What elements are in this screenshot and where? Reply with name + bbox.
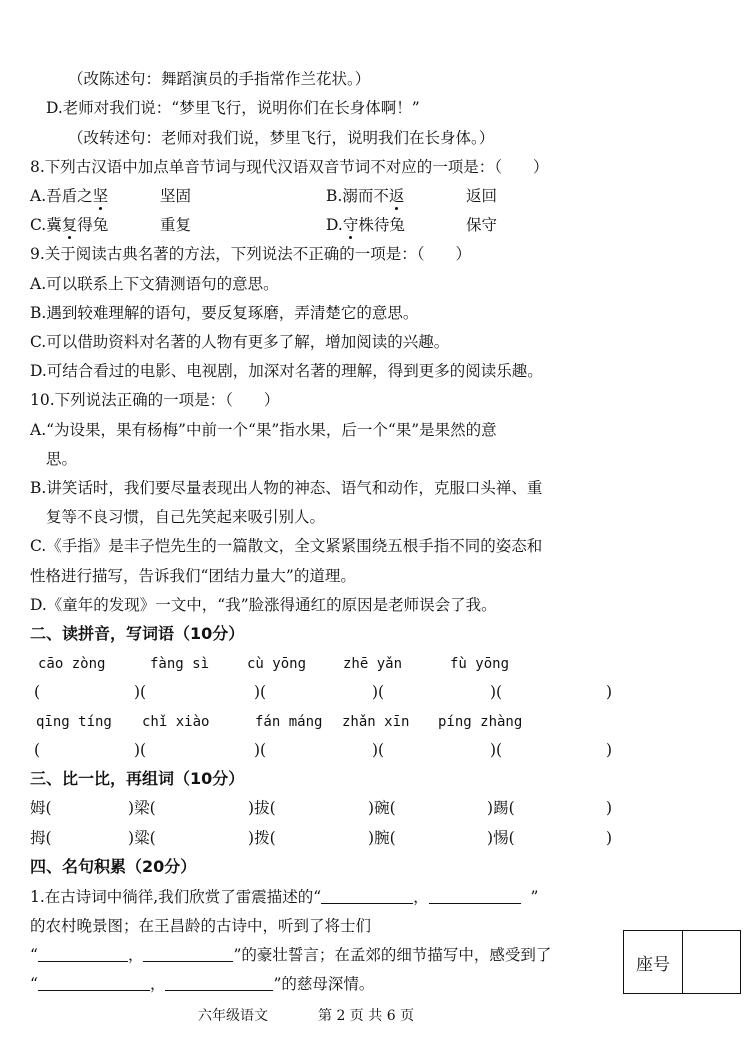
- pinyin-5: fù yōng: [450, 656, 510, 672]
- pinyin-4: zhē yǎn: [343, 656, 403, 672]
- answer-paren-row2-b: )(: [254, 741, 267, 759]
- q9-option-c: C.可以借助资料对名著的人物有更多了解，增加阅读的兴趣。: [30, 333, 450, 351]
- q10-option-d: D.《童年的发现》一文中，“我”脸涨得通红的原因是老师误会了我。: [30, 596, 497, 614]
- q7-d-rewrite: （改转述句：老师对我们说，梦里飞行，说明我们在长身体。）: [68, 129, 495, 147]
- char-row2-close: ): [606, 829, 613, 847]
- q10-option-b-line1: B.讲笑话时，我们要尽量表现出人物的神态、语气和动作，克服口头禅、重: [30, 479, 543, 497]
- char-row1-1: 姆(: [30, 799, 52, 817]
- q8-option-c-word: 重复: [160, 216, 192, 234]
- q8-option-c: C.冀复得兔: [30, 216, 109, 234]
- char-row1-2: )梁(: [128, 799, 156, 817]
- char-row2-3: )拨(: [248, 829, 276, 847]
- q7-c-rewrite: （改陈述句：舞蹈演员的手指常作兰花状。）: [68, 70, 371, 88]
- char-row2-2: )粱(: [128, 829, 156, 847]
- seat-number-box: [623, 930, 741, 994]
- q7-d-option: D.老师对我们说：“梦里飞行，说明你们在长身体啊！”: [46, 99, 420, 117]
- char-row2-1: 拇(: [30, 829, 52, 847]
- section2-title: 二、读拼音，写词语（10分）: [30, 624, 245, 643]
- q9-option-b: B.遇到较难理解的语句，要反复琢磨，弄清楚它的意思。: [30, 304, 419, 322]
- q9-option-d: D.可结合看过的电影、电视剧，加深对名著的理解，得到更多的阅读乐趣。: [30, 362, 543, 380]
- pinyin-2: fàng sì: [150, 656, 210, 672]
- answer-paren-row2-open-1: (: [34, 741, 41, 759]
- q10-option-b-line2: 复等不良习惯，自己先笑起来吸引别人。: [46, 508, 326, 526]
- footer-page-number: 第 2 页 共 6 页: [318, 1008, 415, 1024]
- char-row1-3: )拔(: [248, 799, 276, 817]
- pinyin-9: zhǎn xīn: [342, 714, 410, 730]
- answer-paren-row1-c: )(: [372, 683, 385, 701]
- q10-option-c-line2: 性格进行描写，告诉我们“团结力量大”的道理。: [30, 567, 356, 585]
- q8-option-a: A.吾盾之坚: [30, 187, 109, 205]
- s4-line3: “ ， ”的豪壮誓言；在孟郊的细节描写中，感受到了: [30, 946, 552, 964]
- section3-title: 三、比一比，再组词（10分）: [30, 769, 245, 788]
- seat-box-divider: [682, 931, 683, 993]
- pinyin-3: cù yōng: [247, 656, 307, 672]
- answer-paren-row1-b: )(: [254, 683, 267, 701]
- q9-option-a: A.可以联系上下文猜测语句的意思。: [30, 275, 279, 293]
- q8-option-d-word: 保守: [466, 216, 498, 234]
- char-row2-4: )腕(: [368, 829, 396, 847]
- answer-paren-row1-open-1: (: [34, 683, 41, 701]
- char-row1-5: )踢(: [487, 799, 515, 817]
- char-row2-5: )惕(: [487, 829, 515, 847]
- q8-option-b-word: 返回: [466, 187, 498, 205]
- answer-paren-row2-d: )(: [490, 741, 503, 759]
- q8-option-b: B.溺而不返: [326, 187, 405, 205]
- answer-paren-row2-c: )(: [372, 741, 385, 759]
- q10-option-c-line1: C.《手指》是丰子恺先生的一篇散文，全文紧紧围绕五根手指不同的姿态和: [30, 537, 543, 555]
- answer-paren-row1-d: )(: [490, 683, 503, 701]
- q9-stem: 9.关于阅读古典名著的方法，下列说法不正确的一项是：（ ）: [30, 245, 472, 263]
- pinyin-8: fán máng: [255, 714, 323, 730]
- q10-stem: 10.下列说法正确的一项是：（ ）: [30, 391, 280, 409]
- q8-option-d: D.守株待兔: [326, 216, 405, 234]
- s4-line4: “ ， ”的慈母深情。: [30, 975, 375, 993]
- q8-stem: 8.下列古汉语中加点单音节词与现代汉语双音节词不对应的一项是：（ ）: [30, 158, 549, 176]
- answer-paren-row2-close: ): [606, 741, 613, 759]
- footer-subject: 六年级语文: [198, 1008, 268, 1024]
- pinyin-6: qīng tíng: [36, 714, 112, 730]
- seat-number-label: 座号: [636, 954, 670, 975]
- q8-option-a-word: 坚固: [160, 187, 192, 205]
- section4-title: 四、名句积累（20分）: [30, 857, 197, 876]
- s4-line2: 的农村晚景图；在王昌龄的古诗中，听到了将士们: [30, 917, 372, 935]
- q10-option-a-line1: A.“为设果，果有杨梅”中前一个“果”指水果，后一个“果”是果然的意: [30, 421, 497, 439]
- pinyin-10: píng zhàng: [438, 714, 523, 730]
- answer-paren-row1-close: ): [606, 683, 613, 701]
- s4-line1: 1.在古诗词中徜徉,我们欣赏了雷震描述的“ ， ”: [30, 888, 539, 906]
- q10-option-a-line2: 思。: [46, 450, 78, 468]
- char-row1-close: ): [606, 799, 613, 817]
- pinyin-1: cāo zòng: [38, 656, 106, 672]
- answer-paren-row1-a: )(: [134, 683, 147, 701]
- answer-paren-row2-a: )(: [134, 741, 147, 759]
- pinyin-7: chǐ xiào: [142, 714, 210, 730]
- char-row1-4: )碗(: [368, 799, 396, 817]
